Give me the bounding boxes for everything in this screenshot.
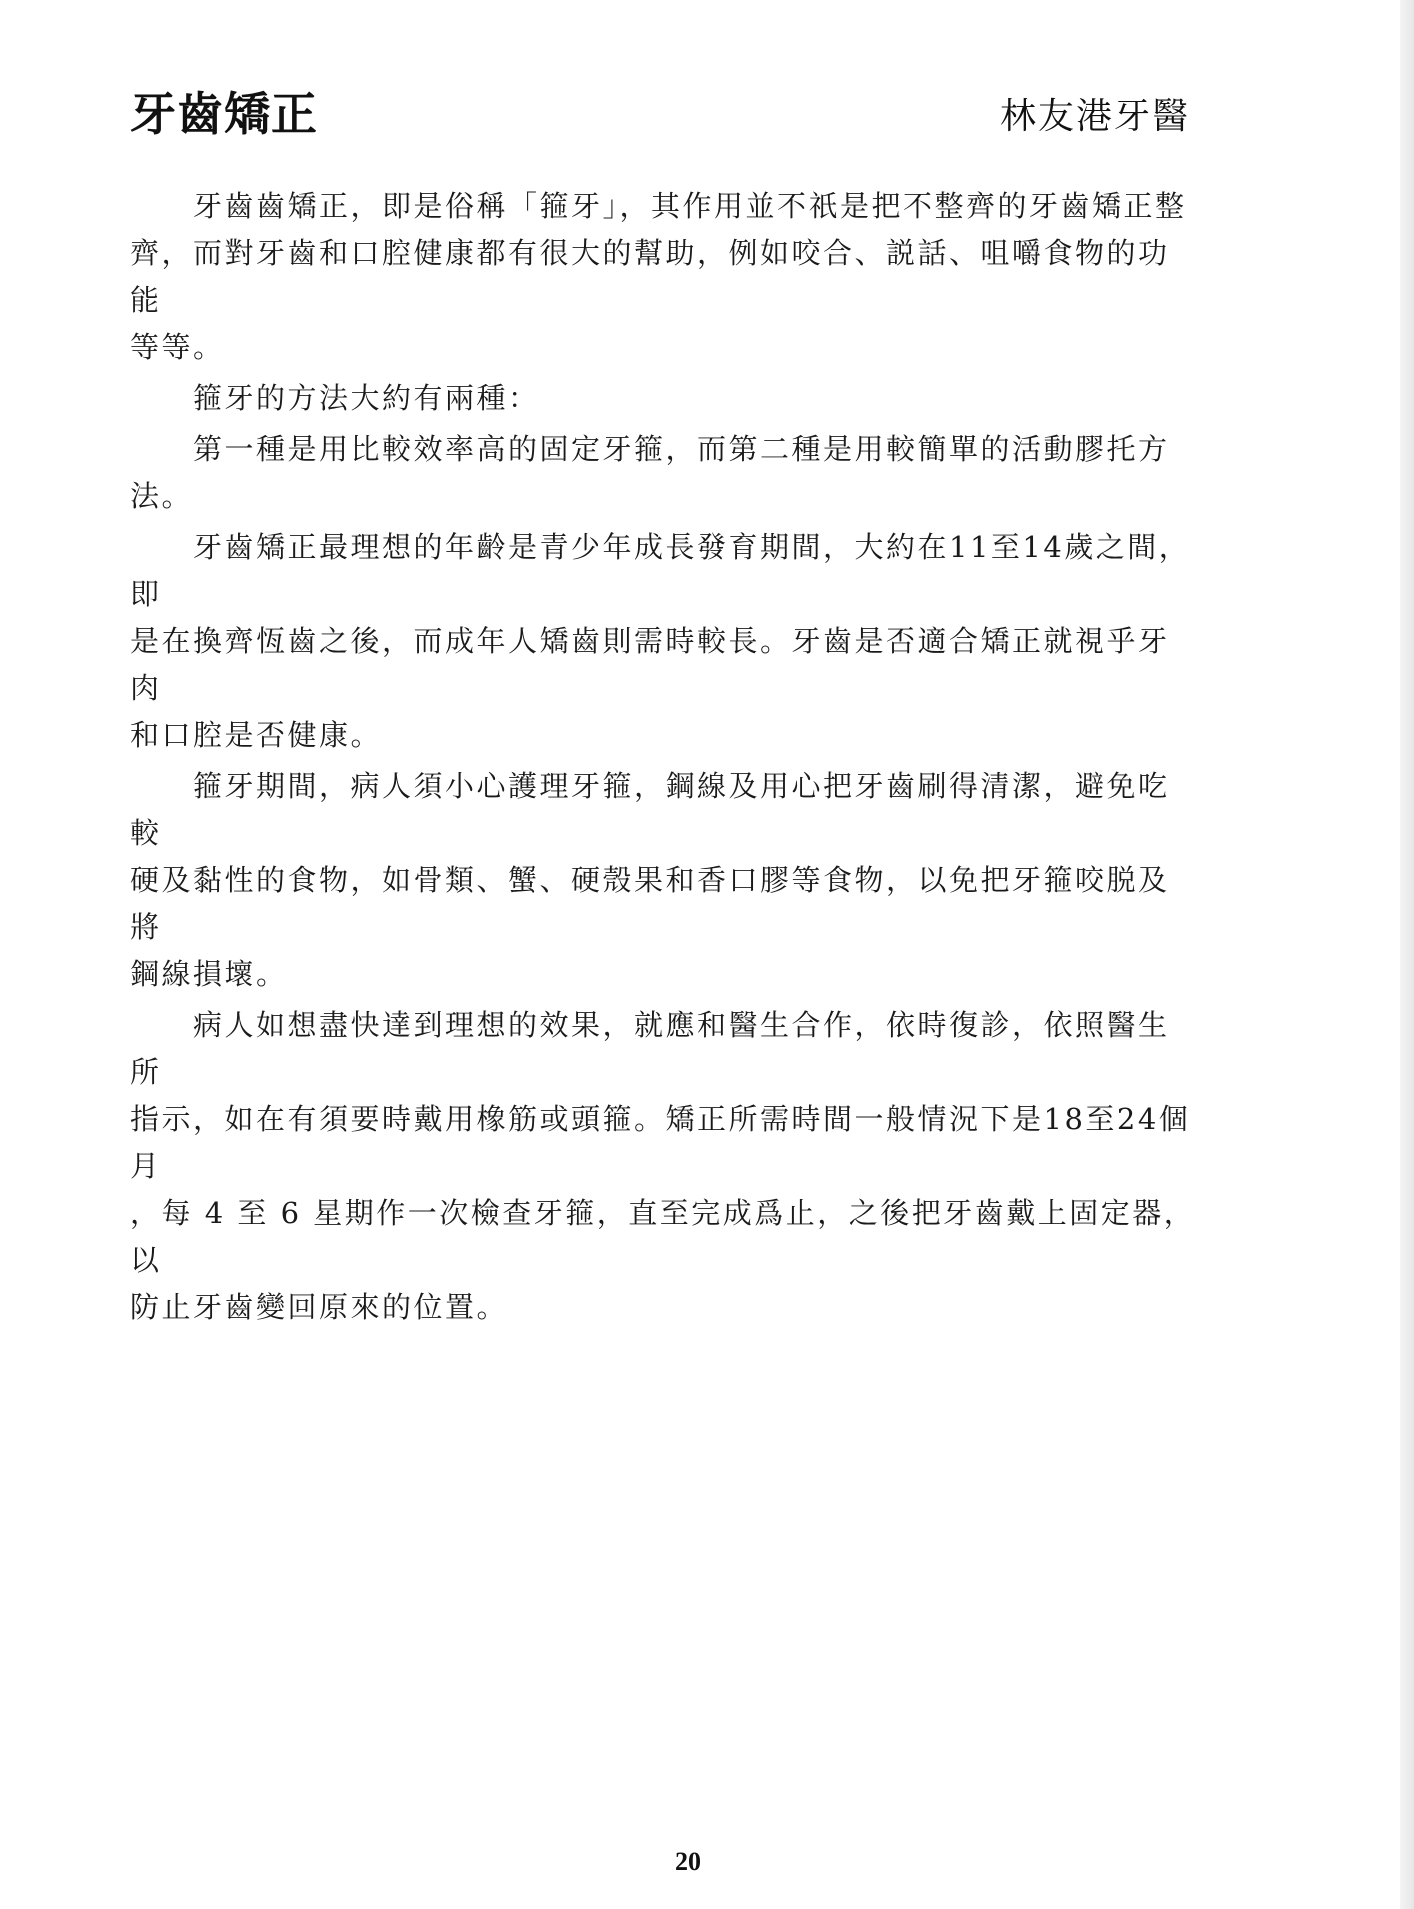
text-line: 牙齒矯正最理想的年齡是青少年成長發育期間，大約在11至14歲之間，即 (130, 530, 1191, 611)
text-line: 防止牙齒變回原來的位置。 (130, 1290, 509, 1324)
text-line: 箍牙期間，病人須小心護理牙箍，鋼線及用心把牙齒刷得清潔，避免吃較 (130, 769, 1170, 850)
page-header (130, 78, 1190, 148)
text-line: 是在換齊恆齒之後，而成年人矯齒則需時較長。牙齒是否適合矯正就視乎牙肉 (130, 624, 1170, 705)
page-number: 20 (675, 1847, 701, 1876)
text-line: 硬及黏性的食物，如骨類、蟹、硬殼果和香口膠等食物，以免把牙箍咬脱及將 (130, 863, 1170, 944)
text-line: 等等。 (130, 330, 225, 364)
author-name: 林友港牙醫 (999, 96, 1190, 137)
text-line: 指示，如在有須要時戴用橡筋或頭箍。矯正所需時間一般情況下是18至24個月 (130, 1102, 1191, 1183)
page-edge-shadow (1400, 0, 1414, 1909)
text-line: 牙齒齒矯正，即是俗稱「箍牙」，其作用並不祇是把不整齊的牙齒矯正整 (130, 189, 1187, 223)
paragraph-care (130, 763, 1200, 998)
text-line: 和口腔是否健康。 (130, 718, 383, 752)
text-line: ，每 4 至 6 星期作一次檢查牙箍，直至完成爲止，之後把牙齒戴上固定器，以 (130, 1196, 1196, 1277)
paragraph-ideal-age (130, 524, 1200, 759)
paragraph-method-types (130, 426, 1200, 520)
text-line: 病人如想盡快達到理想的效果，就應和醫生合作，依時復診，依照醫生所 (130, 1008, 1170, 1089)
text-line: 箍牙的方法大約有兩種： (130, 381, 540, 415)
article-body (130, 183, 1200, 1331)
document-title: 牙齒矯正 (130, 87, 318, 141)
paragraph-intro (130, 183, 1200, 371)
text-line: 齊，而對牙齒和口腔健康都有很大的幫助，例如咬合、説話、咀嚼食物的功能 (130, 236, 1170, 317)
paragraph-methods (130, 375, 1200, 422)
text-line: 鋼線損壞。 (130, 957, 288, 991)
paragraph-duration (130, 1002, 1200, 1331)
text-line: 第一種是用比較效率高的固定牙箍，而第二種是用較簡單的活動膠托方法。 (130, 432, 1170, 513)
